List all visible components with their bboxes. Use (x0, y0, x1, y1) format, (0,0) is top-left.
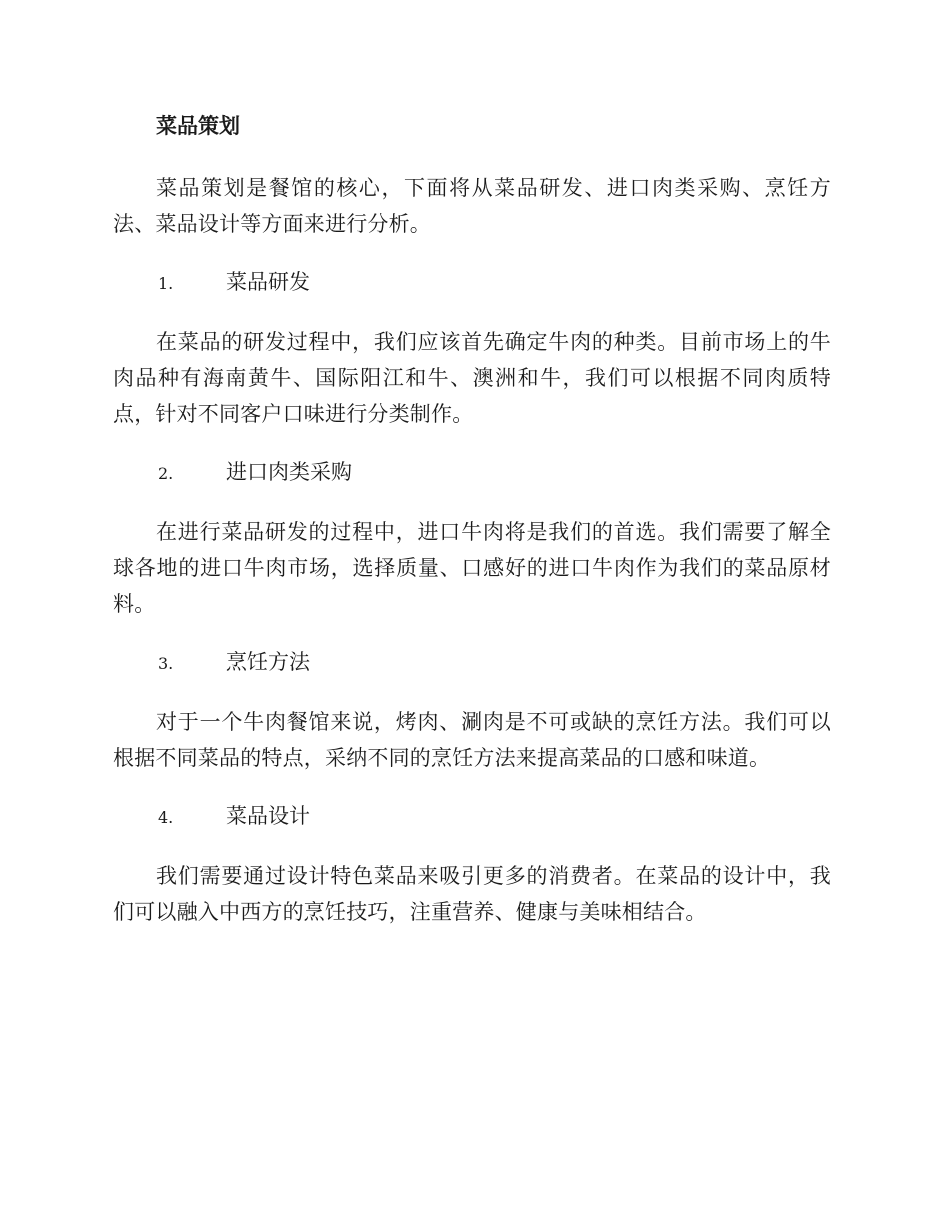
intro-paragraph: 菜品策划是餐馆的核心，下面将从菜品研发、进口肉类采购、烹饪方法、菜品设计等方面来进行分析。 (113, 176, 831, 236)
section-title: 进口肉类采购 (226, 460, 352, 484)
section-body-2: 在进行菜品研发的过程中，进口牛肉将是我们的首选。我们需要了解全球各地的进口牛肉市场，选择质量、口感好的进口牛肉作为我们的菜品原材料。 (113, 520, 831, 616)
section-body-4: 我们需要通过设计特色菜品来吸引更多的消费者。在菜品的设计中，我们可以融入中西方的烹饪技巧，注重营养、健康与美味相结合。 (113, 864, 831, 924)
section-heading-3 (113, 644, 831, 682)
section-body-1: 在菜品的研发过程中，我们应该首先确定牛肉的种类。目前市场上的牛肉品种有海南黄牛、国际阳江和牛、澳洲和牛，我们可以根据不同肉质特点，针对不同客户口味进行分类制作。 (113, 330, 831, 426)
section-number: 2. (158, 464, 174, 483)
section-number: 3. (158, 654, 174, 673)
document-content (113, 108, 831, 952)
section-title: 菜品设计 (226, 804, 310, 828)
page-title: 菜品策划 (156, 113, 240, 138)
section-number: 4. (158, 808, 174, 827)
section-heading-1 (113, 264, 831, 302)
section-body-3: 对于一个牛肉餐馆来说，烤肉、涮肉是不可或缺的烹饪方法。我们可以根据不同菜品的特点，采纳不同的烹饪方法来提高菜品的口感和味道。 (113, 710, 831, 770)
section-title: 烹饪方法 (226, 650, 310, 674)
section-heading-2 (113, 454, 831, 492)
section-heading-4 (113, 798, 831, 836)
section-number: 1. (158, 274, 174, 293)
section-title: 菜品研发 (226, 270, 310, 294)
